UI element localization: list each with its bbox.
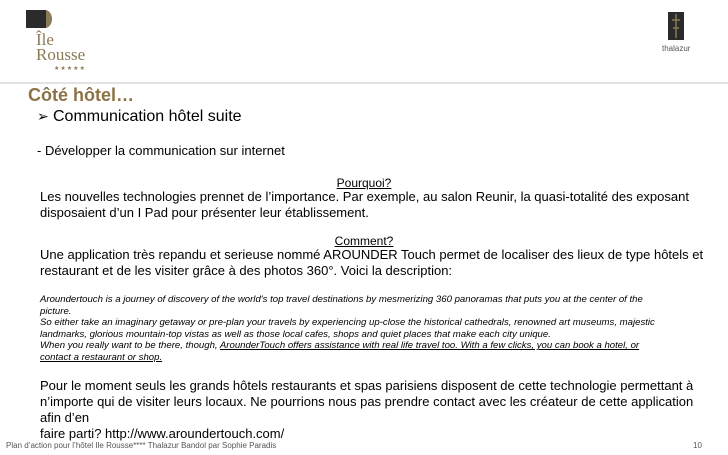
header-divider bbox=[0, 82, 728, 84]
bullet-item bbox=[37, 108, 242, 126]
logo-stars: ★★★★★ bbox=[54, 66, 86, 72]
app-description-quote: Aroundertouch is a journey of discovery of the world's top travel destinations by mesmerizing 360 panoramas that puts you at the center of the picture. So either take an imaginary getaway or pre-plan your travels by experiencing up-close the historical cathedrals, renowned art museums, majestic landmarks, glorious mountain-top vistas as well as those local cafes, shops and quiet places that make each city unique. When you really want to be there, though, ArounderTouch offers assistance with real life travel too. With a few clicks, you can book a hotel, or contact a restaurant or shop. bbox=[40, 294, 655, 363]
section-heading-comment: Comment? bbox=[334, 234, 394, 248]
page-number: 10 bbox=[693, 441, 702, 450]
footer-text: Plan d’action pour l’hôtel Ile Rousse**** Thalazur Bandol par Sophie Paradis bbox=[6, 441, 277, 450]
section-heading-pourquoi: Pourquoi? bbox=[336, 176, 392, 190]
thalazur-brand: thalazur bbox=[662, 44, 691, 53]
arrow-bullet-icon: ➢ bbox=[37, 108, 49, 124]
ile-rousse-logo bbox=[14, 10, 94, 72]
thalazur-logo bbox=[662, 8, 692, 52]
aroundertouch-link-text: faire parti? http://www.aroundertouch.com/ bbox=[40, 426, 285, 441]
section-text-comment: Une application très repandu et serieuse nommé AROUNDER Touch permet de localiser des lieux de type hôtels et restaurant et de les visiter grâce à des photos 360°. Voici la description: bbox=[40, 247, 704, 278]
closing-paragraph: Pour le moment seuls les grands hôtels restaurants et spas parisiens disposent de cette technologie permettant à n’importe qui de visiter leurs locaux. Ne pourrions nous pas prendre contact avec les créateur de cette application afin d’en faire parti? http://www.aroundertouch.com/ bbox=[40, 378, 705, 442]
section-text-pourquoi: Les nouvelles technologies prennet de l’importance. Par exemple, au salon Reunir, la quasi-totalité des exposant disposaient d’un I Pad pour présenter leur établissement. bbox=[40, 189, 689, 220]
bullet-text: Communication hôtel suite bbox=[53, 108, 242, 125]
thalazur-mark-icon bbox=[662, 8, 692, 44]
ile-rousse-name: Île Rousse bbox=[36, 30, 86, 64]
slide-title: Côté hôtel… bbox=[28, 85, 134, 105]
dash-item: - Développer la communication sur internet bbox=[37, 143, 285, 158]
